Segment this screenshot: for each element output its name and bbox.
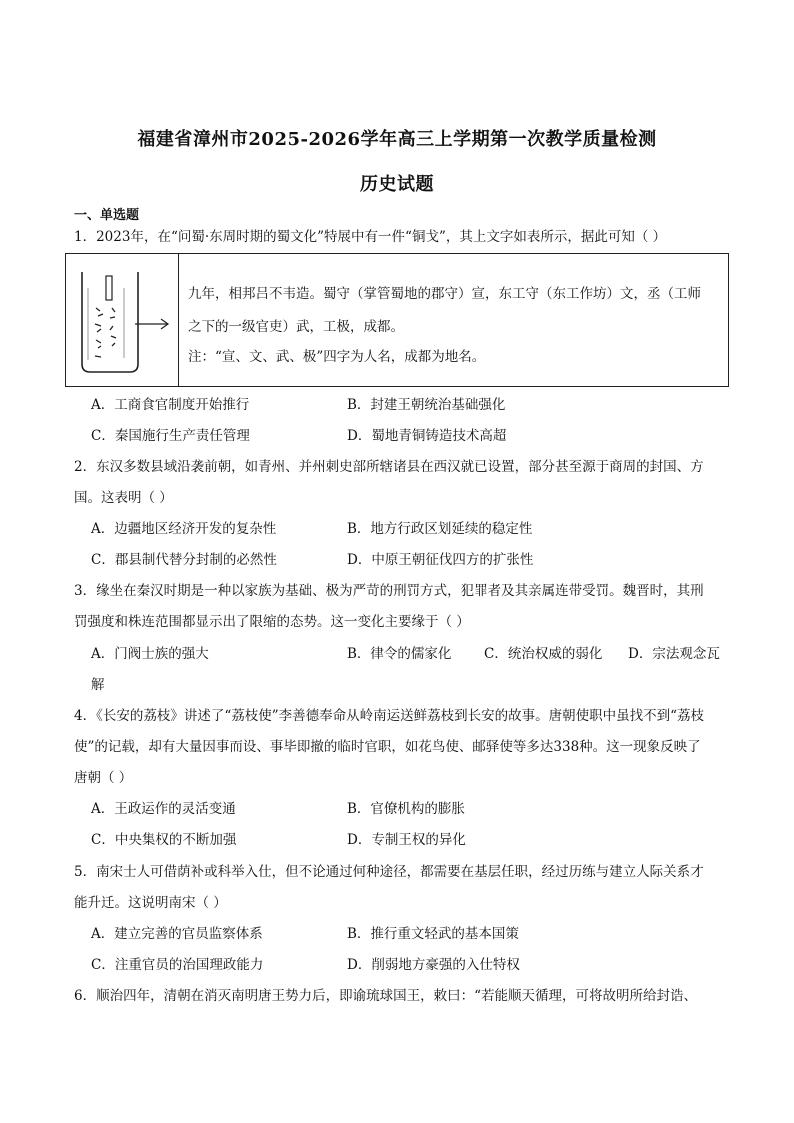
q4-line2: 使”的记载，却有大量因事而设、事毕即撤的临时官职，如花鸟使、邮驿使等多达338种。这一现象反映了	[74, 739, 701, 755]
q1-option-b[interactable]: B．封建王朝统治基础强化	[347, 397, 506, 413]
q5-line2: 能升迁。这说明南宋（ ）	[74, 895, 227, 911]
exam-subtitle: 历史试题	[360, 174, 434, 195]
q3-line2: 罚强度和株连范围都显示出了限缩的态势。这一变化主要缘于（ ）	[74, 614, 470, 630]
q4-line1: 4．《长安的荔枝》讲述了“荔枝使”李善德奉命从岭南运送鲜荔枝到长安的故事。唐朝使职中虽找不到“荔枝	[74, 708, 705, 724]
section-heading: 一、单选题	[74, 208, 140, 223]
q2-line2: 国。这表明（ ）	[74, 490, 173, 506]
q2-option-b[interactable]: B．地方行政区划延续的稳定性	[347, 521, 533, 537]
table-divider	[178, 254, 179, 386]
q4-option-a[interactable]: A．王政运作的灵活变通	[91, 801, 236, 817]
q2-option-a[interactable]: A．边疆地区经济开发的复杂性	[91, 521, 277, 537]
q3-option-d[interactable]: D．宗法观念瓦	[628, 646, 720, 662]
q5-line1: 5．南宋士人可借荫补或科举入仕，但不论通过何种途径，都需要在基层任职，经过历练与建立人际关系才	[74, 864, 704, 880]
q1-option-d[interactable]: D．蜀地青铜铸造技术高超	[347, 428, 507, 444]
q3-option-d-continued: 解	[91, 677, 105, 693]
q1-table	[65, 253, 729, 387]
q5-option-c[interactable]: C．注重官员的治国理政能力	[91, 957, 264, 973]
q3-option-a[interactable]: A．门阀士族的强大	[91, 646, 209, 662]
q1-option-c[interactable]: C．秦国施行生产责任管理	[91, 428, 250, 444]
q4-option-c[interactable]: C．中央集权的不断加强	[91, 832, 237, 848]
q1-option-a[interactable]: A．工商食官制度开始推行	[91, 397, 250, 413]
exam-title: 福建省漳州市2025-2026学年高三上学期第一次教学质量检测	[137, 129, 657, 150]
q2-line1: 2．东汉多数县域沿袭前朝，如青州、并州刺史部所辖诸县在西汉就已设置，部分甚至源于商周的封国、方	[74, 459, 704, 475]
q3-option-b[interactable]: B．律令的儒家化	[347, 646, 452, 662]
q6-line1: 6．顺治四年，清朝在消灭南明唐王势力后，即谕琉球国王，敕曰：“若能顺天循理，可将故明所给封诰、	[74, 988, 697, 1004]
q4-line3: 唐朝（ ）	[74, 770, 133, 786]
q5-option-a[interactable]: A．建立完善的官员监察体系	[91, 926, 263, 942]
q1-table-line1: 九年，相邦吕不韦造。蜀守（掌管蜀地的郡守）宣，东工守（东工作坊）文，丞（工师	[188, 286, 701, 302]
q1-table-line2: 之下的一级官吏）武，工极，成都。	[188, 319, 404, 335]
q3-line1: 3．缘坐在秦汉时期是一种以家族为基础、极为严苛的刑罚方式，犯罪者及其亲属连带受罚。魏晋时，其刑	[74, 583, 704, 599]
q5-option-b[interactable]: B．推行重文轻武的基本国策	[347, 926, 519, 942]
q3-option-c[interactable]: C．统治权威的弱化	[484, 646, 603, 662]
q1-stem: 1．2023年，在“问蜀·东周时期的蜀文化”特展中有一件“铜戈”，其上文字如表所示，据此可知（ ）	[74, 229, 667, 245]
q5-option-d[interactable]: D．削弱地方豪强的入仕特权	[347, 957, 520, 973]
q2-option-d[interactable]: D．中原王朝征伐四方的扩张性	[347, 552, 534, 568]
arrow-right-icon	[134, 318, 170, 330]
q4-option-d[interactable]: D．专制王权的异化	[347, 832, 466, 848]
q1-table-note: 注：“宣、文、武、极”四字为人名，成都为地名。	[188, 349, 486, 365]
q2-option-c[interactable]: C．郡县制代替分封制的必然性	[91, 552, 277, 568]
q4-option-b[interactable]: B．官僚机构的膨胀	[347, 801, 465, 817]
